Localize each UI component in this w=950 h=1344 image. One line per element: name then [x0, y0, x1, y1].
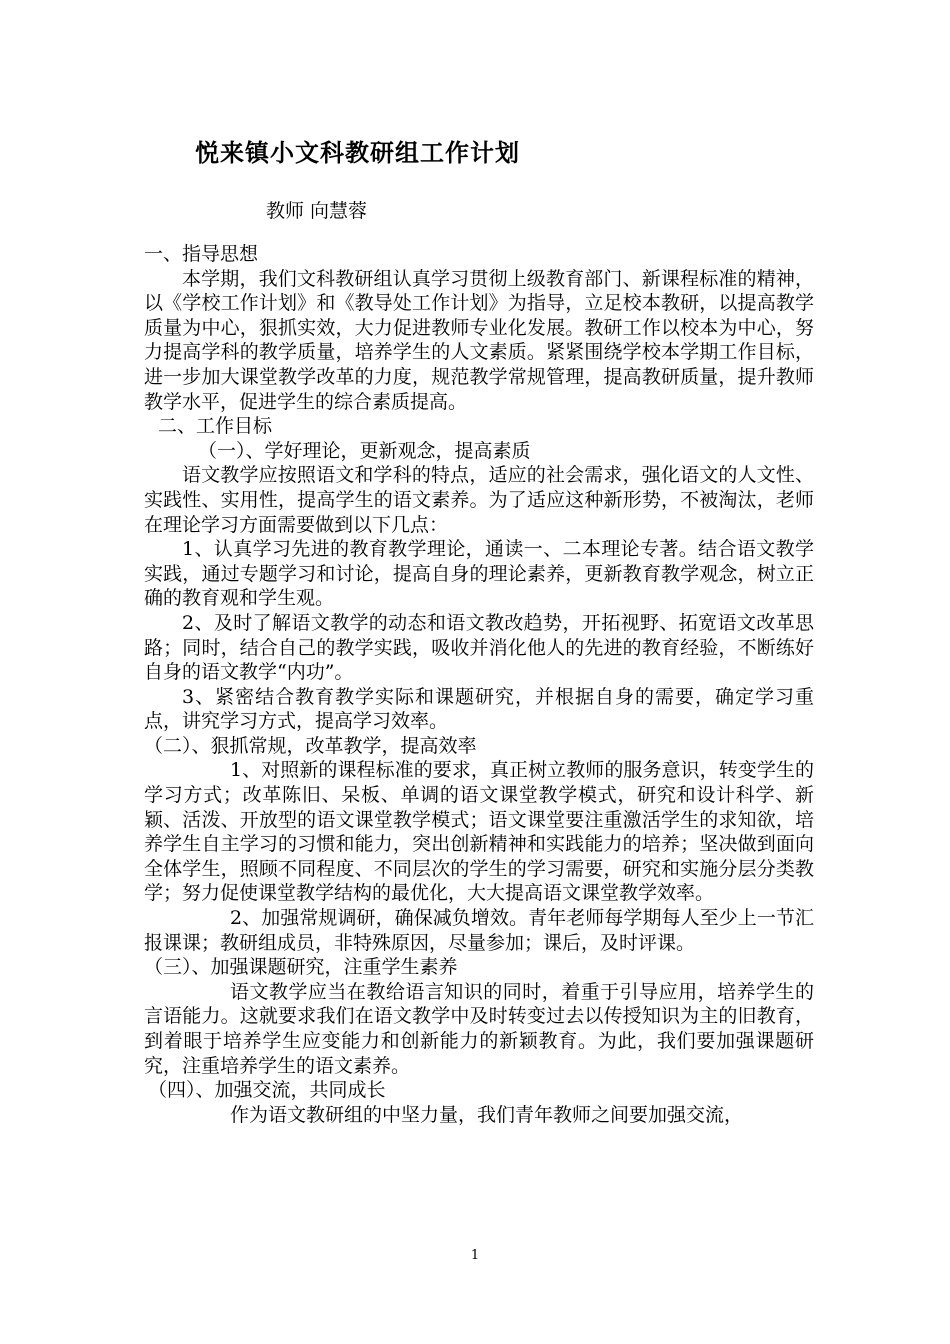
paragraph: 2、及时了解语文教学的动态和语文教改趋势，开拓视野、拓宽语文改革思路；同时，结合自己的教学实践，吸收并消化他人的先进的教育经验，不断练好自身的语文教学“内功”。	[144, 611, 814, 684]
page-number: 1	[470, 1248, 480, 1263]
section-heading-work-goals: 二、工作目标	[158, 415, 273, 438]
subsection-heading-1: （一）、学好理论，更新观念，提高素质	[198, 439, 531, 462]
section-heading-guiding-thought: 一、指导思想	[144, 243, 259, 265]
document-author: 教师 向慧蓉	[266, 200, 368, 222]
document-title: 悦来镇小文科教研组工作计划	[195, 138, 520, 167]
subsection-heading-2: （二）、狠抓常规，改革教学，提高效率	[144, 734, 477, 757]
paragraph: 1、认真学习先进的教育教学理论，通读一、二本理论专著。结合语文教学实践，通过专题学习和讨论，提高自身的理论素养，更新教育教学观念，树立正确的教育观和学生观。	[144, 538, 814, 610]
paragraph: 2、加强常规调研，确保减负增效。青年老师每学期每人至少上一节汇报课课；教研组成员，非特殊原因，尽量参加；课后，及时评课。	[144, 907, 814, 954]
paragraph: 1、对照新的课程标准的要求，真正树立教师的服务意识，转变学生的学习方式；改革陈旧、呆板、单调的语文课堂教学模式，研究和设计科学、新颖、活泼、开放型的语文课堂教学模式；语文课堂要注重激活学生的求知欲，培养学生自主学习的习惯和能力，突出创新精神和实践能力的培养；坚决做到面向全体学生，照顾不同程度、不同层次的学生的学习需要，研究和实施分层分类教学；努力促使课堂教学结构的最优化，大大提高语文课堂教学效率。	[144, 759, 814, 905]
paragraph: 作为语文教研组的中坚力量，我们青年教师之间要加强交流，	[230, 1103, 744, 1126]
paragraph: 本学期，我们文科教研组认真学习贯彻上级教育部门、新课程标准的精神，以《学校工作计划》和《教导处工作计划》为指导，立足校本教研，以提高教学质量为中心，狠抓实效，大力促进教师专业化发展。教研工作以校本为中心，努力提高学科的教学质量，培养学生的人文素质。紧紧围绕学校本学期工作目标，进一步加大课堂教学改革的力度，规范教学常规管理，提高教研质量，提升教师教学水平，促进学生的综合素质提高。	[144, 267, 814, 413]
paragraph: 3、紧密结合教育教学实际和课题研究，并根据自身的需要，确定学习重点，讲究学习方式，提高学习效率。	[144, 685, 814, 733]
paragraph: 语文教学应当在教给语言知识的同时，着重于引导应用，培养学生的言语能力。这就要求我们在语文教学中及时转变过去以传授知识为主的旧教育，到着眼于培养学生应变能力和创新能力的新颖教育。为此，我们要加强课题研究，注重培养学生的语文素养。	[144, 980, 814, 1077]
subsection-heading-3: （三）、加强课题研究，注重学生素养	[144, 956, 458, 979]
paragraph: 语文教学应按照语文和学科的特点，适应的社会需求，强化语文的人文性、实践性、实用性，提高学生的语文素养。为了适应这种新形势，不被淘汰，老师在理论学习方面需要做到以下几点：	[144, 464, 814, 536]
subsection-heading-4: （四）、加强交流，共同成长	[148, 1079, 386, 1102]
document-body	[144, 242, 814, 1127]
